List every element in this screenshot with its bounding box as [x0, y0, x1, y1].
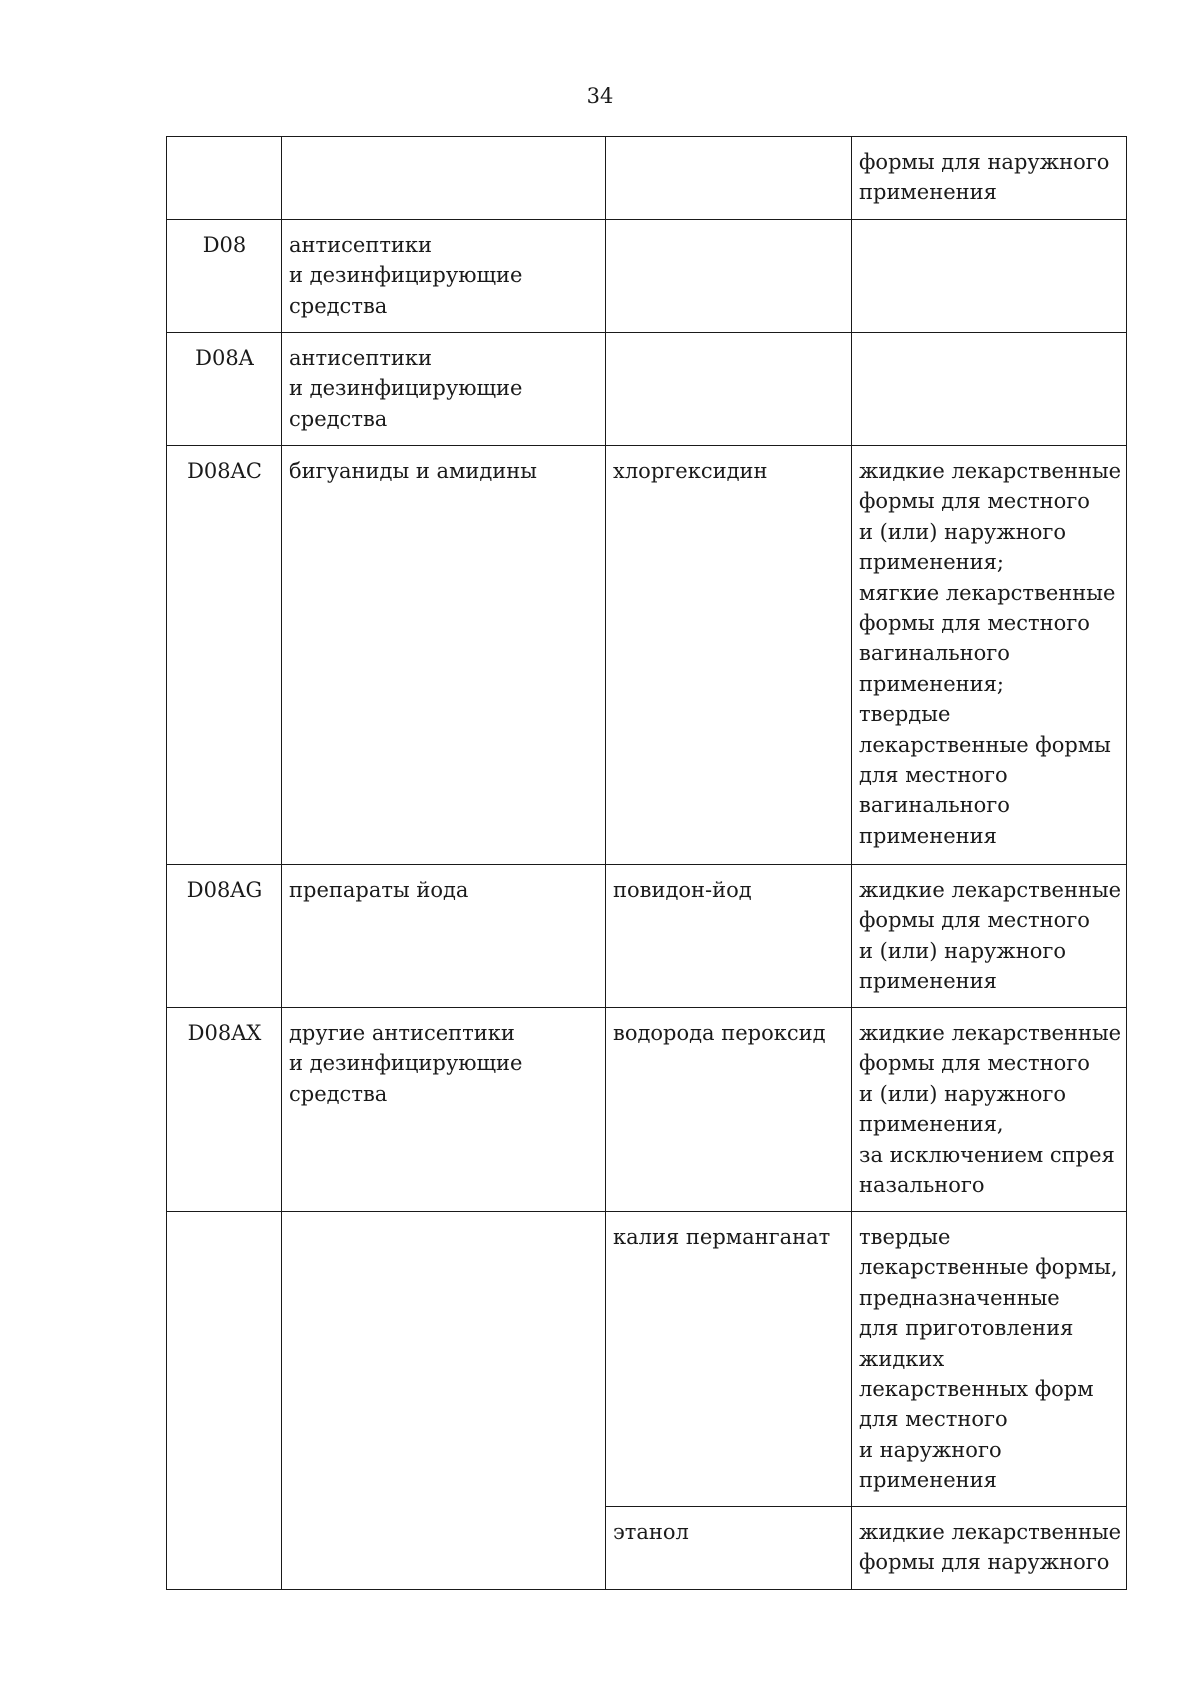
table-row: [167, 446, 1127, 865]
drug-name-cell: [606, 137, 852, 220]
group-cell: препараты йода: [282, 865, 606, 1008]
drug-name-cell: [606, 220, 852, 333]
drug-name-cell: этанол: [606, 1507, 852, 1590]
table-row: [167, 1212, 1127, 1507]
atc-code-cell: D08AC: [167, 446, 282, 865]
dosage-form-cell: жидкие лекарственные формы для местного и (или) наружного применения, за исключением спрея назального: [852, 1008, 1127, 1212]
group-cell: бигуаниды и амидины: [282, 446, 606, 865]
atc-code-cell: D08AG: [167, 865, 282, 1008]
drug-name-cell: [606, 333, 852, 446]
dosage-form-cell: [852, 220, 1127, 333]
group-cell: [282, 137, 606, 220]
atc-code-cell: [167, 137, 282, 220]
dosage-form-cell: жидкие лекарственные формы для наружного: [852, 1507, 1127, 1590]
dosage-form-cell: формы для наружного применения: [852, 137, 1127, 220]
drug-name-cell: калия перманганат: [606, 1212, 852, 1507]
dosage-form-cell: жидкие лекарственные формы для местного и (или) наружного применения; мягкие лекарственные формы для местного вагинального применения; твердые лекарственные формы для местного вагинального применения: [852, 446, 1127, 865]
table-row: [167, 333, 1127, 446]
table-row: [167, 137, 1127, 220]
group-cell: антисептики и дезинфицирующие средства: [282, 333, 606, 446]
dosage-form-cell: жидкие лекарственные формы для местного и (или) наружного применения: [852, 865, 1127, 1008]
table-row: [167, 1008, 1127, 1212]
table-row: [167, 220, 1127, 333]
drug-name-cell: повидон-йод: [606, 865, 852, 1008]
dosage-form-cell: [852, 333, 1127, 446]
atc-code-cell: D08AX: [167, 1008, 282, 1212]
drug-classification-table: [166, 136, 1127, 1590]
group-cell: антисептики и дезинфицирующие средства: [282, 220, 606, 333]
drug-name-cell: водорода пероксид: [606, 1008, 852, 1212]
group-cell: [282, 1212, 606, 1590]
atc-code-cell: [167, 1212, 282, 1590]
atc-code-cell: D08A: [167, 333, 282, 446]
page-number: 34: [586, 84, 614, 108]
drug-name-cell: хлоргексидин: [606, 446, 852, 865]
group-cell: другие антисептики и дезинфицирующие средства: [282, 1008, 606, 1212]
atc-code-cell: D08: [167, 220, 282, 333]
table-row: [167, 865, 1127, 1008]
dosage-form-cell: твердые лекарственные формы, предназначенные для приготовления жидких лекарственных форм для местного и наружного применения: [852, 1212, 1127, 1507]
